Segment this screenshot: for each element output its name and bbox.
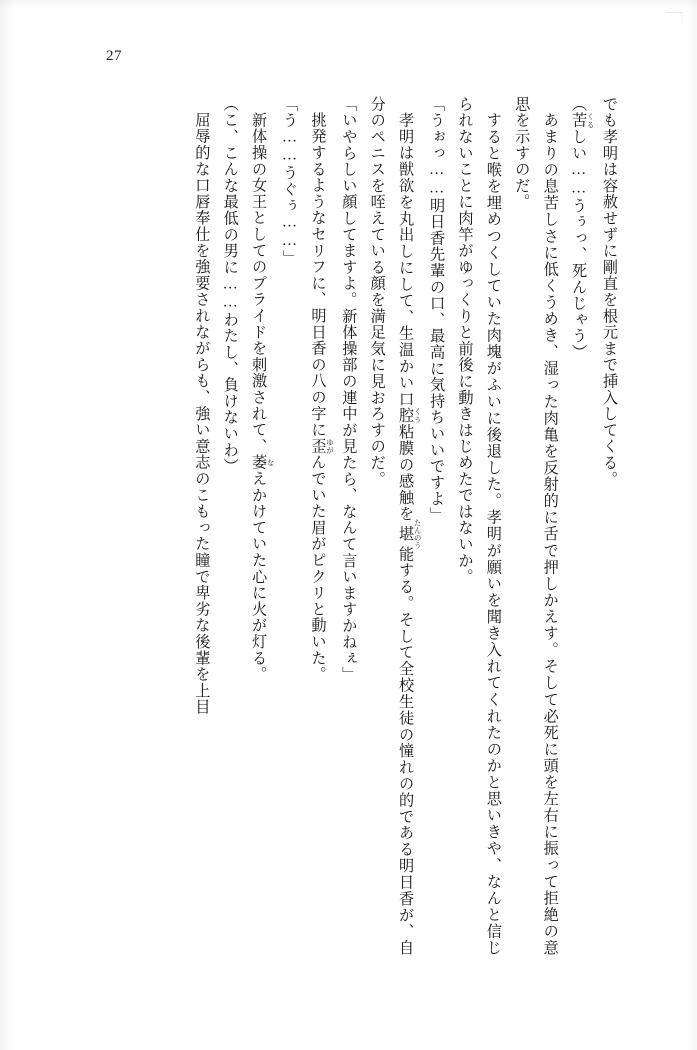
- paragraph: 「いやらしい顔してますよ。新体操部の連中が見たら、なんて言いますかねぇ」: [340, 96, 358, 683]
- paragraph: 孝明は獣欲を丸出しにして、生温かい口腔 くう粘膜の感触を堪 たんのう能する。そして全校生徒の憧れの的である明日香が、自分のペニスを咥えている顔を満足気に見おろすのだ。: [368, 96, 423, 956]
- paragraph: 「うぉっ……明日香先輩の口、最高に気持ちいいですよ」: [428, 96, 446, 524]
- paragraph: （苦 くるしい……うぅっ、死んじゃう）: [570, 96, 596, 361]
- paragraph: 「う……うぐぅ……」: [281, 96, 299, 267]
- paragraph: でも孝明は容赦せずに剛直を根元まで挿入してくる。: [601, 96, 618, 488]
- page-corner-mark: [666, 12, 683, 29]
- paragraph: （こ、こんな最低の男に……わたし、負けないわ）: [221, 96, 239, 475]
- scan-edge-left: [0, 0, 14, 1050]
- paragraph: 挑発するようなセリフに、明日香の八の字に歪 ゆがんでいた眉がピクリと動いた。: [309, 112, 335, 683]
- paragraph: 屈辱的な口唇奉仕を強要されながらも、強い意志のこもった瞳で卑劣な後輩を上目: [193, 112, 211, 716]
- scan-edge-right: [687, 0, 697, 1050]
- scan-edge-top: [0, 0, 697, 10]
- paragraph: あまりの息苦しさに低くうめき、湿った肉亀を反射的に舌で押しかえす。そして必死に頭を左右に振って拒絶の意思を示すのだ。: [513, 96, 559, 956]
- page-number: 27: [106, 48, 122, 64]
- paragraph: すると喉を埋めつくしていた肉塊がふいに後退した。孝明が願いを聞き入れてくれたのかと思いきや、なんと信じられないことに肉竿がゆっくりと前後に動きはじめたではないか。: [456, 96, 502, 956]
- paragraph: 新体操の女王としてのプライドを刺激されて、萎 なえかけていた心に火が灯る。: [250, 112, 276, 683]
- body-text-vertical: [63, 96, 623, 956]
